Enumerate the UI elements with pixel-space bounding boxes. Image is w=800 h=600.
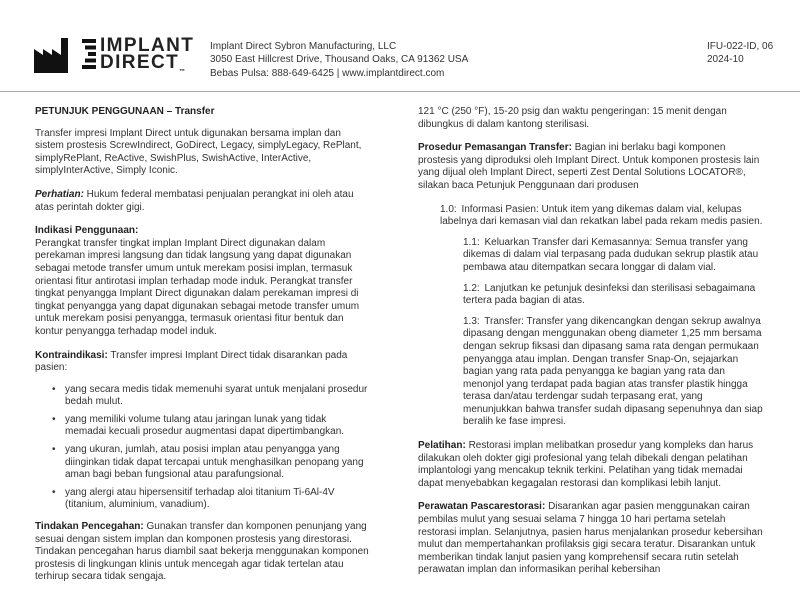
care-text: Disarankan agar pasien menggunakan cairan pembilas mulut yang sesuai selama 7 hingga 10 hari pertama setelah restorasi implan. Selanjutnya, pasien harus menjalankan prosedur kebersihan mulut dan mempertahankan profilaksis gigi secara teratur. Disarankan untuk memberikan tindak lanjut pasien yang komprehensif secara rutin setelah perawatan implan dan informasikan perihal kebersihan — [418, 501, 763, 576]
training-paragraph — [418, 440, 763, 490]
trademark-symbol: ™ — [179, 69, 186, 75]
implant-direct-logo — [34, 37, 194, 73]
training-label: Pelatihan: — [418, 440, 466, 452]
company-contact: Bebas Pulsa: 888-649-6425 | www.implantdirect.com — [210, 67, 445, 79]
procedure-paragraph — [418, 142, 763, 192]
precautions-paragraph — [35, 521, 370, 584]
list-item-text: yang secara medis tidak memenuhi syarat untuk menjalani prosedur bedah mulut. — [65, 383, 368, 408]
caution-paragraph — [35, 189, 370, 214]
step-text: Lanjutkan ke petunjuk desinfeksi dan sterilisasi sebagaimana tertera pada bagian di atas. — [463, 282, 756, 307]
list-item-text: yang ukuran, jumlah, atau posisi implan atau penyangga yang diinginkan tidak dapat tercapai untuk menghasilkan penopang yang aman bagi beban fungsional atau parafungsional. — [65, 444, 364, 481]
contraindications-list — [35, 384, 370, 512]
step-text: Keluarkan Transfer dari Kemasannya: Semua transfer yang dikemas di dalam vial terpasang pada dudukan sekrup plastik atau pembawa atau ditempatkan secara longgar di dalam vial. — [463, 236, 759, 273]
document-id-block — [707, 40, 773, 67]
left-column — [35, 106, 370, 595]
precautions-label: Tindakan Pencegahan: — [35, 521, 144, 533]
company-info — [210, 40, 468, 80]
bullet-icon: • — [52, 383, 56, 395]
step-text: Informasi Pasien: Untuk item yang dikemas dalam vial, kelupas labelnya dari kemasan vial dan rekatkan label pada rekam medis pasien. — [440, 203, 763, 228]
list-item — [35, 487, 370, 512]
contraindications-paragraph — [35, 350, 370, 375]
step-number: 1.2: — [463, 282, 480, 294]
procedure-step — [418, 237, 763, 275]
training-text: Restorasi implan melibatkan prosedur yang kompleks dan harus dilakukan oleh dokter gigi profesional yang telah dibekali dengan pelatihan implantologi yang mencakup teknik terkini. Pelatihan yang tidak memadai dapat menyebabkan kegagalan restorasi dan komplikasi lebih lanjut. — [418, 440, 754, 489]
manufacturer-icon — [34, 37, 68, 73]
contraindications-label: Kontraindikasi: — [35, 349, 108, 361]
care-label: Perawatan Pascarestorasi: — [418, 501, 546, 513]
page-title: PETUNJUK PENGGUNAAN – Transfer — [35, 106, 215, 117]
contraindications-text: Transfer impresi Implant Direct tidak disarankan pada pasien: — [35, 349, 348, 374]
procedure-label: Prosedur Pemasangan Transfer: — [418, 142, 572, 154]
step-number: 1.1: — [463, 236, 480, 248]
indications-text: Perangkat transfer tingkat implan Implant Direct digunakan dalam perekaman impresi langsung dan tidak langsung yang dapat digunakan sebagai metode transfer umum untuk merekam posisi implan, termasuk orientasi fitur antirotasi implan terhadap mode induk. Perangkat transfer tingkat penyangga Implant Direct digunakan dalam perekaman impresi di tingkat penyangga yang dapat digunakan sebagai metode transfer umum untuk merekam posisi penyangga, termasuk orientasi fitur bentuk dan kontur penyangga terhadap model induk. — [35, 237, 360, 337]
brand-wordmark — [100, 35, 195, 75]
list-item — [35, 384, 370, 409]
page-header — [0, 0, 800, 96]
brand-bars-icon — [82, 39, 96, 70]
list-item-text: yang alergi atau hipersensitif terhadap aloi titanium Ti-6Al-4V (titanium, aluminium, vanadium). — [65, 486, 335, 511]
caution-label: Perhatian: — [35, 188, 84, 200]
bullet-icon: • — [52, 413, 56, 425]
procedure-text: Bagian ini berlaku bagi komponen prostesis yang diproduksi oleh Implant Direct. Untuk komponen prostesis lain yang dijual oleh Implant Direct, seperti Zest Dental Solutions LOCATOR®, silakan baca Petunjuk Penggunaan dari produsen — [418, 142, 760, 191]
step-text: Transfer: Transfer yang dikencangkan dengan sekrup awalnya dipasang dengan menggunakan obeng diameter 1,25 mm bersama dengan sekrup fiksasi dan dipasang sama rata dengan permukaan penyangga atau implan. Dengan transfer Snap-On, sejajarkan bagian yang rata pada penyangga ke bagian yang rata dan menonjol yang terdapat pada bagian atas transfer plastik hingga terasa dan/atau terdengar sudah terpasang erat, yang menunjukkan bahwa transfer sudah dipasang sepenuhnya dan siap beralih ke fase impresi. — [463, 315, 763, 428]
document-date: 2024-10 — [707, 54, 744, 66]
company-address: 3050 East Hillcrest Drive, Thousand Oaks, CA 91362 USA — [210, 54, 469, 66]
list-item — [35, 444, 370, 482]
list-item — [35, 414, 370, 439]
sterilization-continued-paragraph: 121 °C (250 °F), 15-20 psig dan waktu pengeringan: 15 menit dengan dibungkus di dalam kantong sterilisasi. — [418, 106, 727, 130]
intro-paragraph: Transfer impresi Implant Direct untuk digunakan bersama implan dan sistem prostesis ScrewIndirect, GoDirect, Legacy, simplyLegacy, RePlant, simplyRePlant, ReActive, SwishPlus, SwishActive, InterActive, simplyInterActive, Simply Iconic. — [35, 127, 362, 177]
indications-paragraph — [35, 225, 370, 338]
list-item-text: yang memiliki volume tulang atau jaringan lunak yang tidak memadai kecuali prosedur augmentasi dapat dipertimbangkan. — [65, 413, 345, 438]
header-divider — [0, 91, 800, 92]
right-column — [418, 106, 763, 588]
bullet-icon: • — [52, 486, 56, 498]
caution-text: Hukum federal membatasi penjualan perangkat ini oleh atau atas perintah dokter gigi. — [35, 188, 354, 213]
post-restoration-care-paragraph — [418, 501, 763, 577]
bullet-icon: • — [52, 444, 56, 456]
procedure-step — [418, 283, 763, 308]
precautions-text: Gunakan transfer dan komponen penunjang yang sesuai dengan sistem implan dan komponen prostesis yang direstorasi. Tindakan pencegahan harus diambil saat bekerja menggunakan komponen prostesis di lingkungan klinis untuk mencegah agar tidak tertelan atau terhirup secara tidak sengaja. — [35, 521, 369, 583]
brand-line-1: IMPLANT — [100, 35, 195, 56]
step-number: 1.3: — [463, 315, 480, 327]
document-id: IFU-022-ID, 06 — [707, 41, 774, 52]
indications-label: Indikasi Penggunaan: — [35, 225, 139, 237]
company-name: Implant Direct Sybron Manufacturing, LLC — [210, 41, 397, 52]
brand-line-2: DIRECT — [100, 52, 180, 73]
procedure-step — [418, 316, 763, 429]
procedure-step — [418, 204, 763, 229]
step-number: 1.0: — [440, 203, 457, 215]
